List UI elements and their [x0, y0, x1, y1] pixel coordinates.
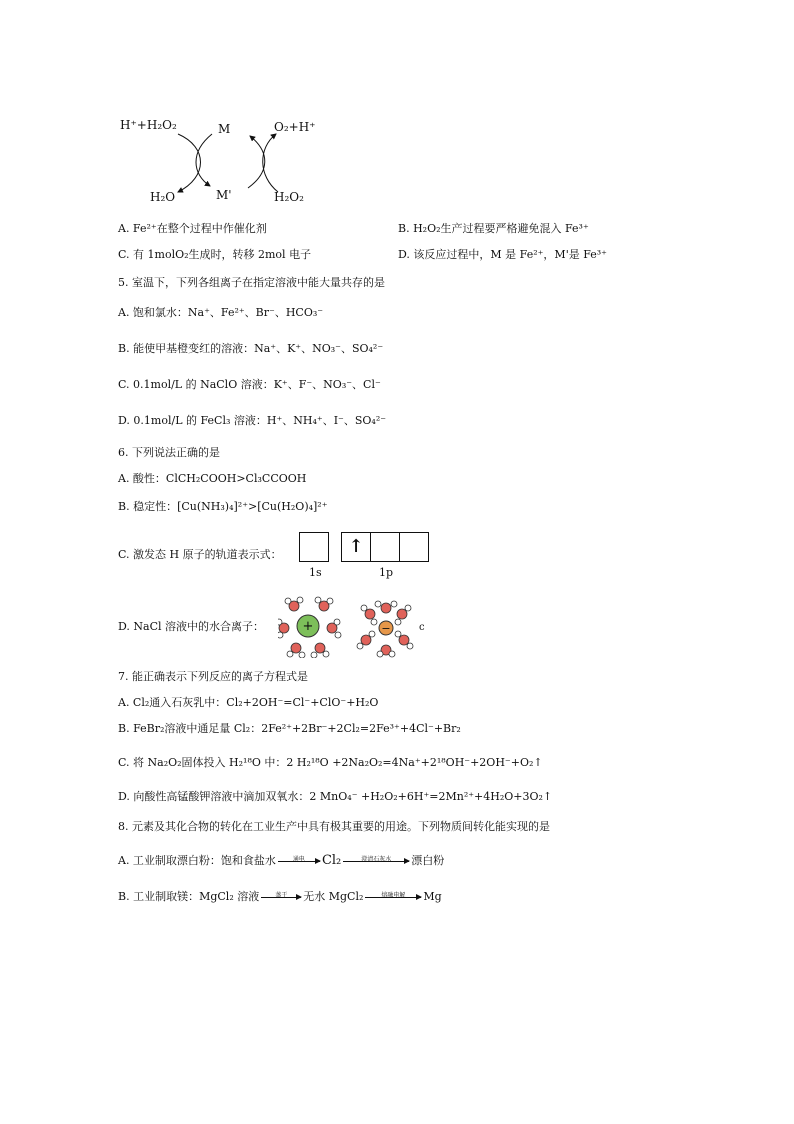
q5-stem: 5. 室温下，下列各组离子在指定溶液中能大量共存的是: [118, 276, 385, 289]
reaction-arrow-evaporate: [261, 891, 301, 899]
catalytic-cycle-diagram: [108, 112, 328, 212]
cycle-arrows: [108, 112, 328, 212]
q6-option-d: D. NaCl 溶液中的水合离子：: [118, 620, 265, 633]
q8-stem: 8. 元素及其化合物的转化在工业生产中具有极其重要的用途。下列物质间转化能实现的是: [118, 820, 550, 833]
q8-a-arrow1-label: 通电: [292, 855, 305, 863]
orbital-1p-box-3: [399, 532, 429, 562]
q8-a-pre: A. 工业制取漂白粉：饱和食盐水: [118, 854, 276, 867]
cycle-top-left: H⁺+H₂O₂: [120, 118, 177, 132]
q4-option-c: C. 有 1molO₂生成时，转移 2mol 电子: [118, 248, 312, 261]
q8-option-b: [118, 890, 442, 904]
q4-option-b: B. H₂O₂生产过程要严格避免混入 Fe³⁺: [398, 222, 589, 235]
q4-option-d: D. 该反应过程中，M 是 Fe²⁺，M'是 Fe³⁺: [398, 248, 607, 261]
orbital-label-1p: 1p: [379, 566, 394, 579]
reaction-arrow-limewater: [343, 855, 409, 863]
q5-option-b: B. 能使甲基橙变红的溶液：Na⁺、K⁺、NO₃⁻、SO₄²⁻: [118, 342, 384, 355]
orbital-diagram: [299, 532, 434, 580]
q6-option-b: B. 稳定性：[Cu(NH₃)₄]²⁺>[Cu(H₂O)₄]²⁺: [118, 500, 328, 513]
ion-label-c: c: [419, 622, 425, 633]
electron-up-arrow: ↑: [348, 536, 364, 557]
orbital-1s-box: [299, 532, 329, 562]
q8-b-pre: B. 工业制取镁：MgCl₂ 溶液: [118, 890, 260, 903]
reaction-arrow-molten-electrolysis: [365, 891, 421, 899]
q7-option-a: A. Cl₂通入石灰乳中：Cl₂+2OH⁻=Cl⁻+ClO⁻+H₂O: [118, 696, 379, 709]
q6-option-c: C. 激发态 H 原子的轨道表示式：: [118, 548, 282, 561]
q8-b-arrow2-label: 熔融电解: [381, 891, 406, 899]
q7-stem: 7. 能正确表示下列反应的离子方程式是: [118, 670, 308, 683]
orbital-label-1s: 1s: [309, 566, 322, 579]
cycle-arrow-left-1: [178, 134, 201, 192]
q7-option-d: D. 向酸性高锰酸钾溶液中滴加双氧水：2 MnO₄⁻ +H₂O₂+6H⁺=2Mn²⁺+4H₂O+3O₂↑: [118, 790, 553, 803]
q6-option-a: A. 酸性：ClCH₂COOH>Cl₃CCOOH: [118, 472, 307, 485]
sodium-plus: +: [302, 619, 314, 634]
q8-b-mid: 无水 MgCl₂: [303, 890, 364, 903]
q5-option-a: A. 饱和氯水：Na⁺、Fe²⁺、Br⁻、HCO₃⁻: [118, 306, 324, 319]
cycle-top-right: O₂+H⁺: [274, 120, 316, 134]
q8-option-a: [118, 854, 444, 868]
q6-stem: 6. 下列说法正确的是: [118, 446, 220, 459]
cycle-arrow-left-2: [196, 134, 212, 186]
q8-a-arrow2-label: 澄清石灰水: [361, 855, 392, 863]
q8-b-arrow1-label: 蒸干: [275, 891, 288, 899]
q7-option-c: C. 将 Na₂O₂固体投入 H₂¹⁸O 中：2 H₂¹⁸O +2Na₂O₂=4Na⁺+2¹⁸OH⁻+2OH⁻+O₂↑: [118, 756, 543, 769]
cycle-bot-mid: M': [216, 188, 232, 202]
q5-option-d: D. 0.1mol/L 的 FeCl₃ 溶液：H⁺、NH₄⁺、I⁻、SO₄²⁻: [118, 414, 387, 427]
reaction-arrow-electrolysis: [278, 855, 320, 863]
q7-option-b: B. FeBr₂溶液中通足量 Cl₂：2Fe²⁺+2Br⁻+2Cl₂=2Fe³⁺+4Cl⁻+Br₂: [118, 722, 461, 735]
q8-a-mid: Cl₂: [321, 853, 342, 868]
cycle-top-mid: M: [218, 122, 231, 136]
chloride-minus: −: [381, 622, 391, 635]
cycle-bot-right: H₂O₂: [274, 190, 304, 204]
q8-b-post: Mg: [423, 890, 442, 903]
q8-a-post: 漂白粉: [411, 854, 445, 867]
cycle-bot-left: H₂O: [150, 190, 176, 204]
orbital-1p-box-1: [341, 532, 371, 562]
q4-option-a: A. Fe²⁺在整个过程中作催化剂: [118, 222, 267, 235]
q5-option-c: C. 0.1mol/L 的 NaClO 溶液：K⁺、F⁻、NO₃⁻、Cl⁻: [118, 378, 381, 391]
hydrated-ions-diagram: [278, 594, 428, 658]
orbital-1p-box-2: [370, 532, 400, 562]
